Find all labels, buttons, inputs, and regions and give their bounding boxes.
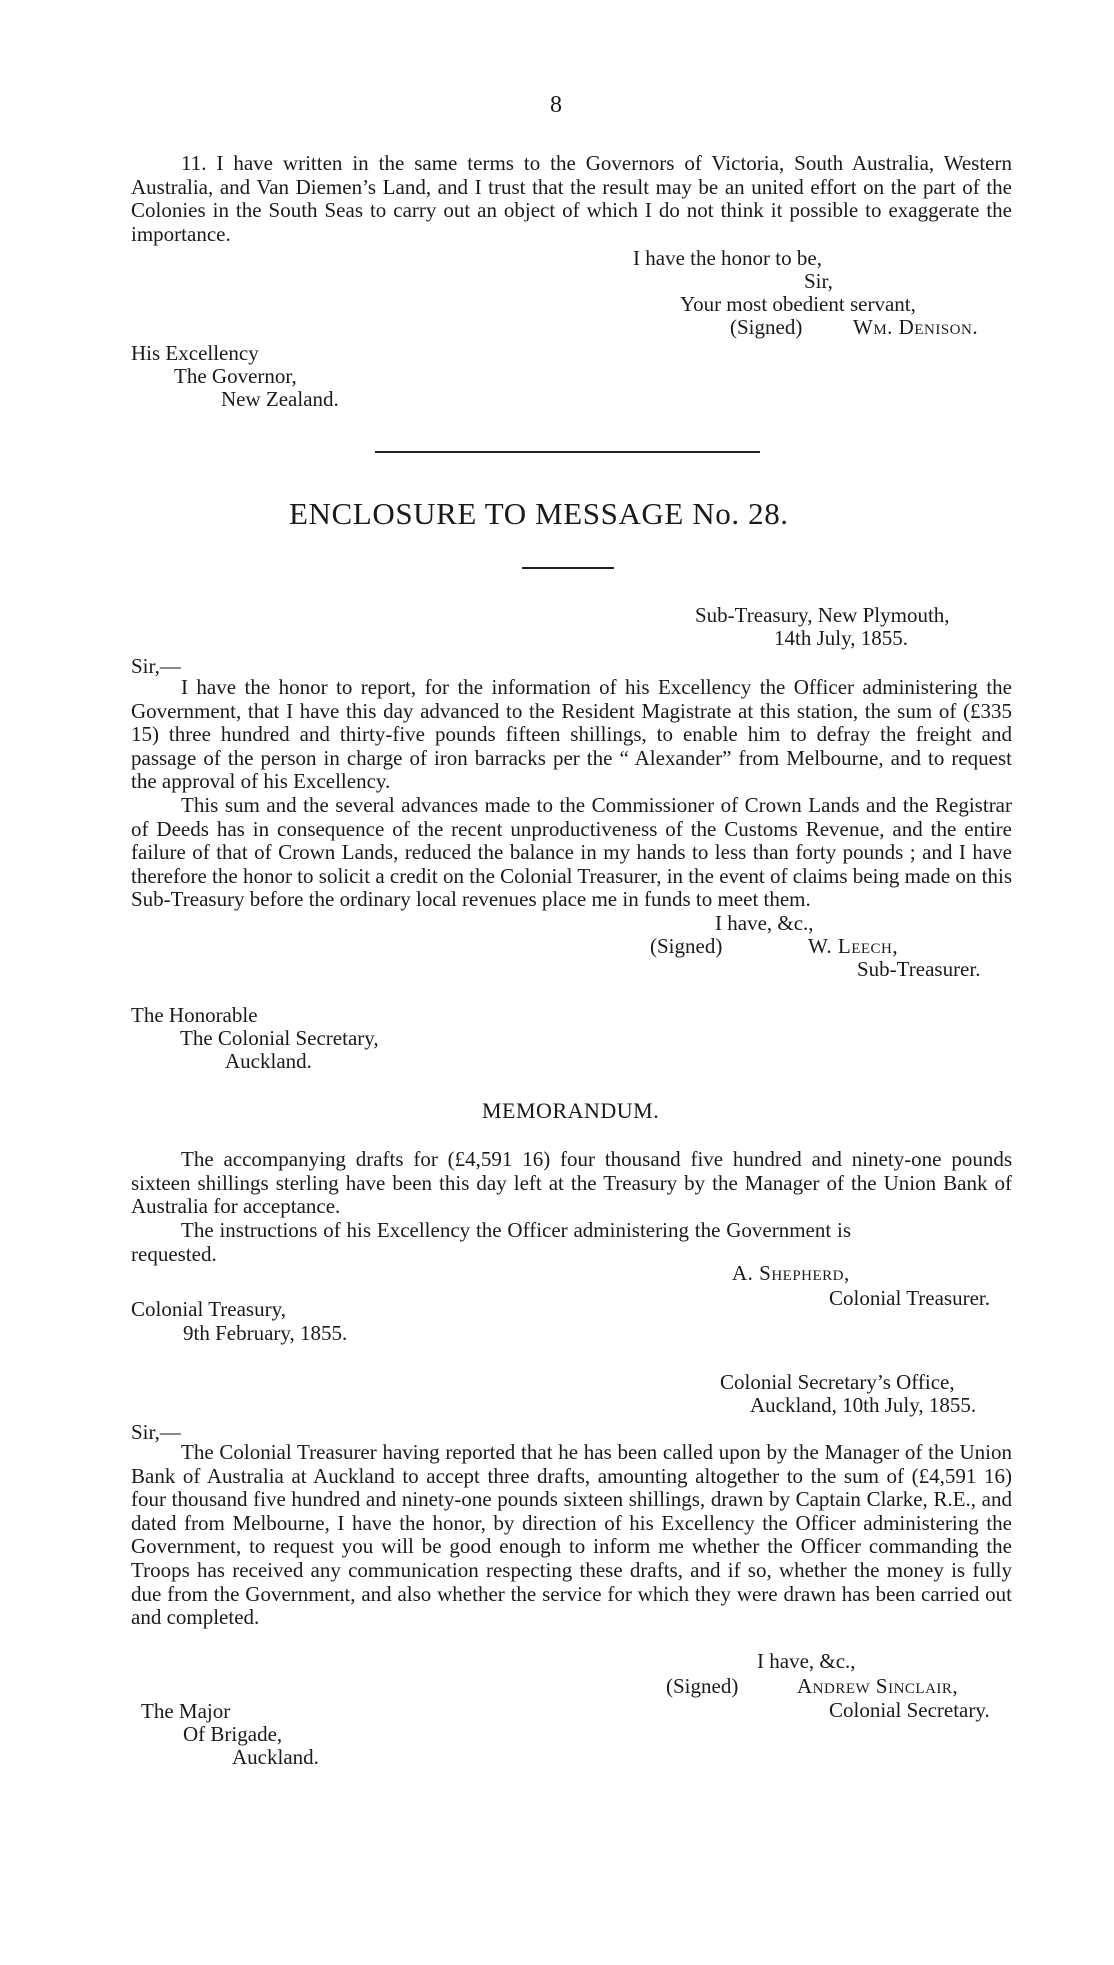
letter3-addressee-3: Auckland. [232, 1745, 319, 1769]
memorandum-paragraph-2: The instructions of his Excellency the Officer administering the Government is requested. [131, 1218, 851, 1266]
memorandum-title: Colonial Treasurer. [829, 1286, 990, 1310]
letter3-title: Colonial Secretary. [829, 1698, 990, 1722]
title-underline [522, 567, 614, 569]
letter2-paragraph-1: I have the honor to report, for the information of his Excellency the Officer administering the Government, that I have this day advanced to the Resident Magistrate at this station, the sum of (£335 15) three hundred and thirty-five pounds fifteen shillings, to enable him to defray the freight and passage of the person in charge of iron barracks per the “ Alexander” from Melbourne, and to request the approval of his Excellency. [131, 675, 1012, 794]
letter2-addressee-3: Auckland. [225, 1049, 312, 1073]
letter2-addressee-1: The Honorable [131, 1003, 258, 1027]
memorandum-place: Colonial Treasury, [131, 1297, 286, 1321]
letter2-signatory: W. Leech, [808, 934, 899, 958]
memorandum-paragraph-1: The accompanying drafts for (£4,591 16) four thousand five hundred and ninety-one pounds sixteen shillings sterling have been this day left at the Treasury by the Manager of the Union Bank of Australia for acceptance. [131, 1147, 1012, 1219]
letter3-salutation: Sir,— [131, 1420, 181, 1444]
letter3-closing: I have, &c., [757, 1649, 856, 1673]
letter2-salutation: Sir,— [131, 654, 181, 678]
letter1-addressee-1: His Excellency [131, 341, 259, 365]
letter3-paragraph: The Colonial Treasurer having reported that he has been called upon by the Manager of the Union Bank of Australia at Auckland to accept three drafts, amounting altogether to the sum of (£4,591 16) four thousand five hundred and ninety-one pounds sixteen shillings, drawn by Captain Clarke, R.E., and dated from Melbourne, I have the honor, by direction of his Excellency the Officer administering the Government, to request you will be good enough to inform me whether the Officer commanding the Troops has received any communication respecting these drafts, and if so, whether the money is fully due from the Government, and also whether the service for which they were drawn has been carried out and completed. [131, 1440, 1012, 1630]
memorandum-signatory: A. Shepherd, [732, 1261, 850, 1285]
letter3-addressee-1: The Major [141, 1699, 231, 1723]
letter1-closing-3: Your most obedient servant, [680, 292, 916, 316]
letter2-signed: (Signed) [650, 934, 723, 958]
letter1-addressee-2: The Governor, [174, 364, 297, 388]
page-number: 8 [550, 92, 562, 118]
letter2-date: 14th July, 1855. [774, 626, 908, 650]
letter1-signed: (Signed) [730, 315, 803, 339]
letter1-paragraph: 11. I have written in the same terms to the Governors of Victoria, South Australia, Western Australia, and Van Diemen’s Land, and I trust that the result may be an united effort on the part of the Colonies in the South Seas to carry out an object of which I do not think it possible to exaggerate the importance. [131, 151, 1012, 246]
memorandum-date: 9th February, 1855. [183, 1321, 348, 1345]
letter1-signatory: Wm. Denison. [853, 315, 979, 339]
letter3-signed: (Signed) [666, 1674, 739, 1698]
enclosure-title: ENCLOSURE TO MESSAGE No. 28. [289, 496, 789, 531]
letter2-place: Sub-Treasury, New Plymouth, [695, 603, 950, 627]
letter3-date: Auckland, 10th July, 1855. [750, 1393, 977, 1417]
letter3-signatory: Andrew Sinclair, [797, 1674, 959, 1698]
letter2-closing: I have, &c., [715, 911, 814, 935]
letter3-place: Colonial Secretary’s Office, [720, 1370, 955, 1394]
letter1-closing-1: I have the honor to be, [633, 246, 822, 270]
letter2-addressee-2: The Colonial Secretary, [180, 1026, 379, 1050]
memorandum-heading: MEMORANDUM. [482, 1098, 660, 1123]
letter2-paragraph-2: This sum and the several advances made to the Commissioner of Crown Lands and the Registrar of Deeds has in consequence of the recent unproductiveness of the Customs Revenue, and the entire failure of that of Crown Lands, reduced the balance in my hands to less than forty pounds ; and I have therefore the honor to solicit a credit on the Colonial Treasurer, in the event of claims being made on this Sub-Treasury before the ordinary local revenues place me in funds to meet them. [131, 793, 1012, 912]
letter3-addressee-2: Of Brigade, [183, 1722, 283, 1746]
letter1-addressee-3: New Zealand. [221, 387, 339, 411]
letter2-title: Sub-Treasurer. [857, 957, 981, 981]
section-divider [375, 451, 760, 453]
letter1-closing-2: Sir, [804, 269, 833, 293]
